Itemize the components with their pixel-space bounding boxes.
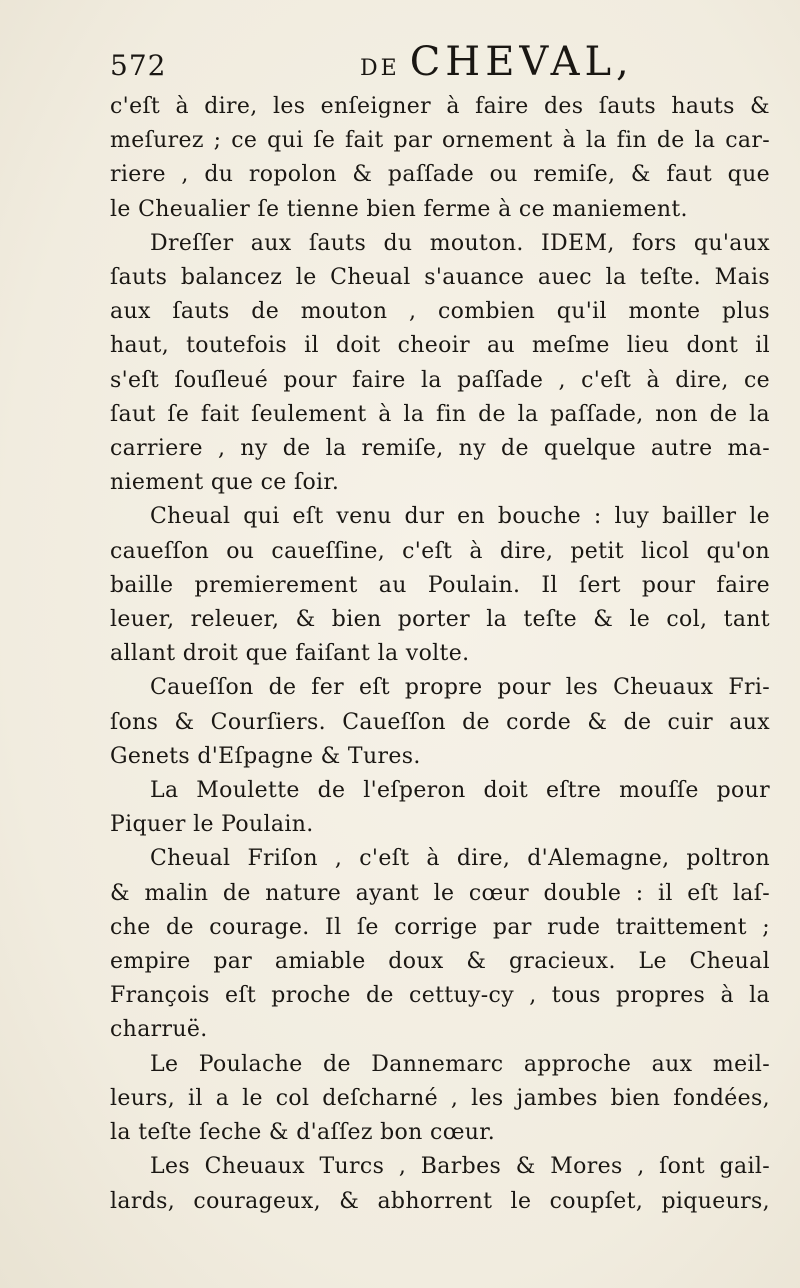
text-line: Dreſſer aux ſauts du mouton. IDEM, fors qu'aux [150,230,770,256]
text-line: la teſte ſeche & d'aſſez bon cœur. [110,1120,496,1146]
text-line: c'eſt à dire, les enſeigner à faire des ſauts hauts & [110,94,770,119]
text-line: Cheual qui eſt venu dur en bouche : luy bailler le [150,504,770,530]
running-head [360,39,634,85]
running-head-prefix: DE [360,56,410,81]
text-line: lards, courageux, & abhorrent le coupſet, piqueurs, [110,1188,770,1214]
page-header [110,39,770,90]
text-line: meſurez ; ce qui ſe fait par ornement à la fin de la car- [110,128,770,154]
text-line: carriere , ny de la remiſe, ny de quelque autre ma- [110,436,770,462]
text-line: ſaut ſe fait ſeulement à la fin de la paſſade, non de la [110,401,770,427]
text-line: baille premierement au Poulain. Il ſert pour faire [110,572,770,598]
text-line: riere , du ropolon & paſſade ou remiſe, & faut que [110,162,770,188]
text-line: Les Cheuaux Turcs , Barbes & Mores , ſont gail- [150,1154,770,1180]
text-line: caueſſon ou caueſſine, c'eſt à dire, petit licol qu'on [110,538,770,564]
text-line: aux ſauts de mouton , combien qu'il monte plus [110,299,770,325]
text-line: che de courage. Il ſe corrige par rude traittement ; [110,914,770,940]
text-line: La Moulette de l'eſperon doit eſtre mouſſe pour [150,778,770,804]
text-line: ſauts balancez le Cheual s'auance auec la teſte. Mais [110,265,770,291]
running-head-word: CHEVAL, [409,39,634,85]
text-line: ſons & Courſiers. Caueſſon de corde & de cuir aux [110,709,770,735]
body-text [110,90,770,1219]
text-line: allant droit que faiſant la volte. [110,641,470,667]
text-line: Cheual Friſon , c'eſt à dire, d'Alemagne, poltron [150,846,770,872]
text-line: François eſt proche de cettuy-cy , tous propres à la [110,983,770,1009]
page-number: 572 [110,49,167,82]
text-line: leuer, releuer, & bien porter la teſte & le col, tant [110,607,770,633]
text-line: s'eſt ſouſleué pour faire la paſſade , c'eſt à dire, ce [110,367,770,393]
text-line: leurs, il a le col deſcharné , les jambes bien fondées, [110,1085,770,1111]
text-line: Piquer le Poulain. [110,812,314,838]
text-line: charruë. [110,1017,208,1043]
text-line: & malin de nature ayant le cœur double : il eſt laſ- [110,880,770,906]
text-line: Le Poulache de Dannemarc approche aux meil- [150,1051,770,1077]
text-line: empire par amiable doux & gracieux. Le Cheual [110,949,770,975]
text-line: haut, toutefois il doit cheoir au meſme lieu dont il [110,333,770,359]
text-line: niement que ce ſoir. [110,470,340,496]
text-line: le Cheualier ſe tienne bien ferme à ce maniement. [110,196,688,222]
text-line: Genets d'Eſpagne & Tures. [110,743,421,769]
text-line: Caueſſon de fer eſt propre pour les Cheuaux Fri- [150,675,770,701]
